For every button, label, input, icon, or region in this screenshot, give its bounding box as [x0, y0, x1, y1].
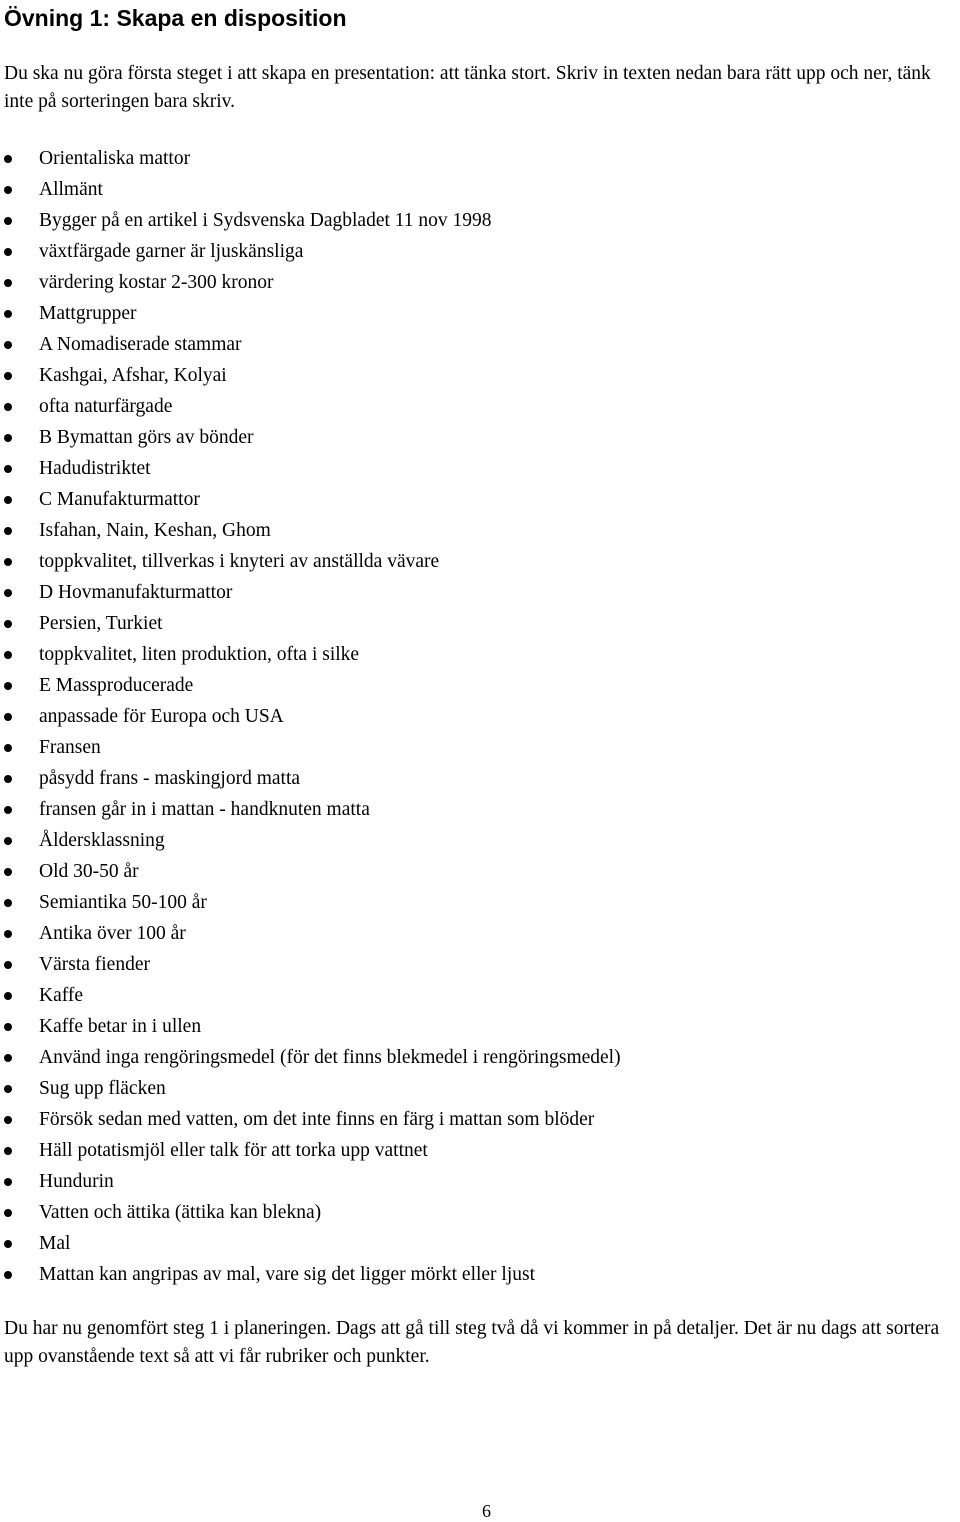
list-item — [0, 205, 621, 236]
list-item — [0, 1011, 621, 1042]
bullet-dot-icon — [4, 341, 12, 349]
list-item — [0, 670, 621, 701]
list-item-text: Vatten och ättika (ättika kan blekna) — [39, 1202, 322, 1223]
bullet-dot-icon — [4, 496, 12, 504]
list-item — [0, 1042, 621, 1073]
list-item — [0, 236, 621, 267]
bullet-dot-icon — [4, 682, 12, 690]
list-item — [0, 918, 621, 949]
list-item-text: Mal — [39, 1233, 71, 1254]
list-item-text: påsydd frans - maskingjord matta — [39, 768, 301, 789]
list-item-text: Hundurin — [39, 1171, 114, 1192]
list-item-text: Hadudistriktet — [39, 458, 151, 479]
list-item — [0, 856, 621, 887]
bullet-list — [0, 143, 621, 1290]
list-item — [0, 794, 621, 825]
list-item-text: växtfärgade garner är ljuskänsliga — [39, 241, 304, 262]
list-item — [0, 763, 621, 794]
list-item — [0, 639, 621, 670]
list-item — [0, 1135, 621, 1166]
list-item-text: Orientaliska mattor — [39, 148, 191, 169]
list-item-text: ofta naturfärgade — [39, 396, 173, 417]
bullet-dot-icon — [4, 899, 12, 907]
page-number: 6 — [482, 1501, 491, 1521]
bullet-dot-icon — [4, 310, 12, 318]
bullet-dot-icon — [4, 279, 12, 287]
bullet-dot-icon — [4, 1147, 12, 1155]
list-item-text: Persien, Turkiet — [39, 613, 163, 634]
list-item-text: Sug upp fläcken — [39, 1078, 166, 1099]
bullet-dot-icon — [4, 713, 12, 721]
list-item — [0, 577, 621, 608]
list-item-text: värdering kostar 2-300 kronor — [39, 272, 274, 293]
list-item-text: Åldersklassning — [39, 830, 165, 851]
list-item-text: Häll potatismjöl eller talk för att torka upp vattnet — [39, 1140, 428, 1161]
list-item-text: Kashgai, Afshar, Kolyai — [39, 365, 227, 386]
bullet-dot-icon — [4, 651, 12, 659]
exercise-heading: Övning 1: Skapa en disposition — [4, 5, 347, 31]
list-item-text: C Manufakturmattor — [39, 489, 200, 510]
bullet-dot-icon — [4, 589, 12, 597]
bullet-dot-icon — [4, 434, 12, 442]
bullet-dot-icon — [4, 806, 12, 814]
outro-paragraph: Du har nu genomfört steg 1 i planeringen. Dags att gå till steg två då vi kommer in på detaljer. Det är nu dags att sortera upp ovanstående text så att vi får rubriker och punkter. — [4, 1318, 940, 1367]
bullet-dot-icon — [4, 1240, 12, 1248]
list-item-text: A Nomadiserade stammar — [39, 334, 242, 355]
list-item — [0, 298, 621, 329]
bullet-dot-icon — [4, 744, 12, 752]
bullet-dot-icon — [4, 620, 12, 628]
list-item-text: D Hovmanufakturmattor — [39, 582, 233, 603]
list-item — [0, 608, 621, 639]
list-item — [0, 701, 621, 732]
list-item-text: Kaffe — [39, 985, 84, 1006]
bullet-dot-icon — [4, 186, 12, 194]
bullet-dot-icon — [4, 1209, 12, 1217]
list-item-text: Semiantika 50-100 år — [39, 892, 207, 913]
bullet-dot-icon — [4, 558, 12, 566]
list-item — [0, 143, 621, 174]
list-item-text: anpassade för Europa och USA — [39, 706, 284, 727]
list-item — [0, 1228, 621, 1259]
bullet-dot-icon — [4, 527, 12, 535]
list-item — [0, 484, 621, 515]
bullet-dot-icon — [4, 372, 12, 380]
bullet-dot-icon — [4, 403, 12, 411]
list-item — [0, 732, 621, 763]
list-item — [0, 546, 621, 577]
list-item-text: Försök sedan med vatten, om det inte finns en färg i mattan som blöder — [39, 1109, 595, 1130]
bullet-dot-icon — [4, 1116, 12, 1124]
list-item-text: Allmänt — [39, 179, 103, 200]
list-item-text: B Bymattan görs av bönder — [39, 427, 254, 448]
bullet-dot-icon — [4, 775, 12, 783]
list-item-text: Old 30-50 år — [39, 861, 139, 882]
list-item — [0, 422, 621, 453]
list-item — [0, 980, 621, 1011]
list-item-text: Använd inga rengöringsmedel (för det finns blekmedel i rengöringsmedel) — [39, 1047, 621, 1068]
bullet-dot-icon — [4, 837, 12, 845]
list-item-text: Fransen — [39, 737, 101, 758]
list-item-text: Antika över 100 år — [39, 923, 186, 944]
list-item — [0, 1197, 621, 1228]
list-item — [0, 453, 621, 484]
list-item — [0, 1104, 621, 1135]
bullet-dot-icon — [4, 1178, 12, 1186]
list-item-text: Värsta fiender — [39, 954, 150, 975]
list-item — [0, 391, 621, 422]
list-item — [0, 329, 621, 360]
bullet-dot-icon — [4, 1271, 12, 1279]
list-item-text: Isfahan, Nain, Keshan, Ghom — [39, 520, 271, 541]
intro-paragraph: Du ska nu göra första steget i att skapa en presentation: att tänka stort. Skriv in texten nedan bara rätt upp och ner, tänk inte på sorteringen bara skriv. — [4, 63, 931, 112]
list-item — [0, 887, 621, 918]
bullet-dot-icon — [4, 1023, 12, 1031]
list-item — [0, 1166, 621, 1197]
list-item-text: toppkvalitet, tillverkas i knyteri av anställda vävare — [39, 551, 440, 572]
bullet-dot-icon — [4, 1054, 12, 1062]
bullet-dot-icon — [4, 1085, 12, 1093]
list-item-text: Bygger på en artikel i Sydsvenska Dagbladet 11 nov 1998 — [39, 210, 492, 231]
list-item — [0, 1073, 621, 1104]
list-item-text: toppkvalitet, liten produktion, ofta i silke — [39, 644, 360, 665]
bullet-dot-icon — [4, 155, 12, 163]
bullet-dot-icon — [4, 868, 12, 876]
bullet-dot-icon — [4, 930, 12, 938]
list-item-text: fransen går in i mattan - handknuten matta — [39, 799, 370, 820]
list-item — [0, 949, 621, 980]
bullet-dot-icon — [4, 961, 12, 969]
list-item — [0, 267, 621, 298]
list-item — [0, 174, 621, 205]
list-item-text: Mattan kan angripas av mal, vare sig det ligger mörkt eller ljust — [39, 1264, 536, 1285]
list-item-text: Kaffe betar in i ullen — [39, 1016, 202, 1037]
bullet-dot-icon — [4, 217, 12, 225]
bullet-dot-icon — [4, 465, 12, 473]
bullet-dot-icon — [4, 992, 12, 1000]
list-item — [0, 825, 621, 856]
list-item — [0, 1259, 621, 1290]
list-item-text: E Massproducerade — [39, 675, 194, 696]
list-item-text: Mattgrupper — [39, 303, 137, 324]
bullet-dot-icon — [4, 248, 12, 256]
list-item — [0, 515, 621, 546]
list-item — [0, 360, 621, 391]
